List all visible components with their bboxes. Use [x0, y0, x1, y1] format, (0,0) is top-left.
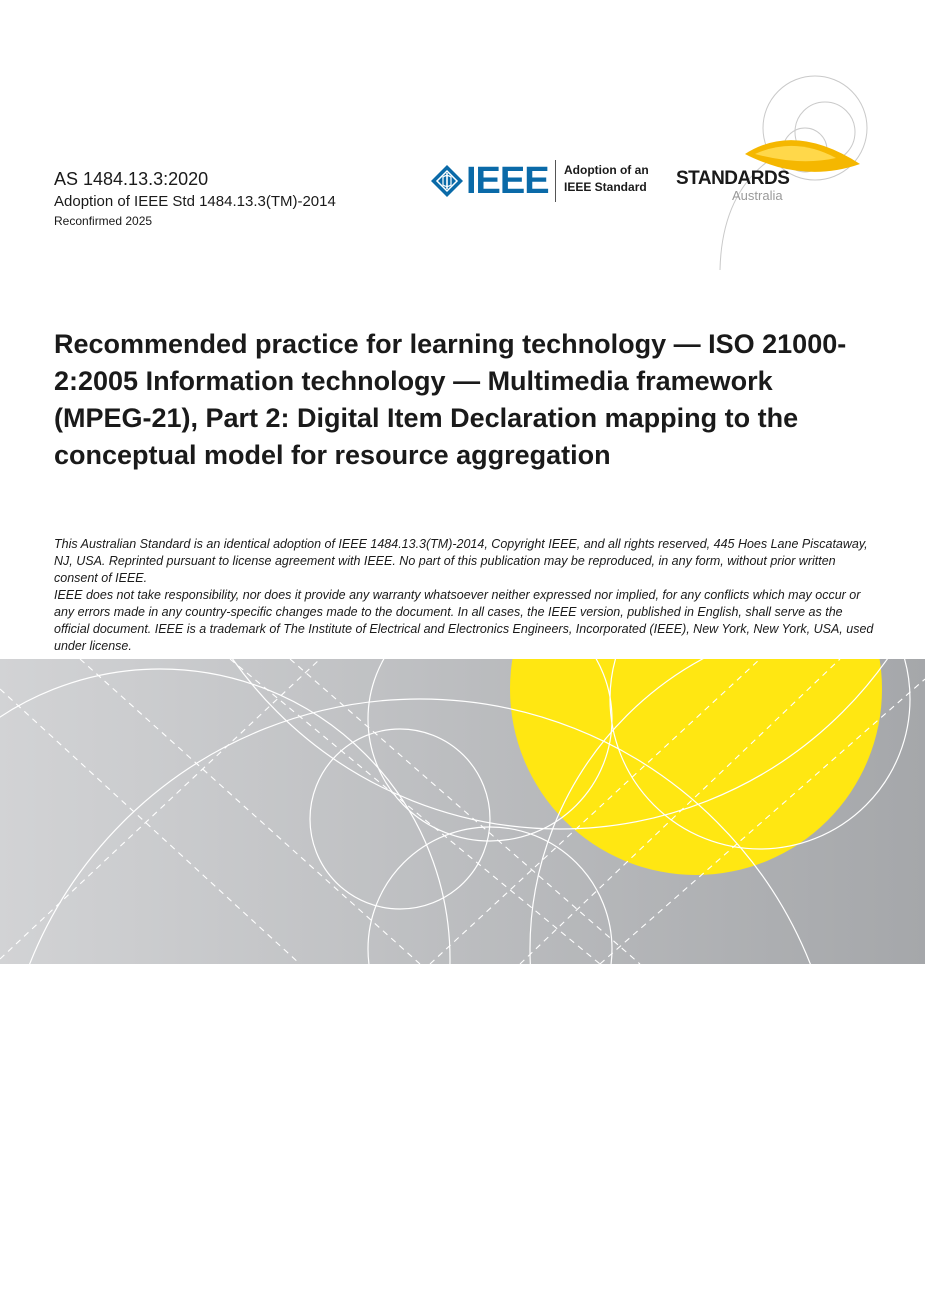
ieee-tagline-line1: Adoption of an: [564, 163, 649, 177]
ieee-logo-divider: [555, 160, 556, 202]
standard-number: AS 1484.13.3:2020: [54, 169, 209, 189]
document-title: Recommended practice for learning technology — ISO 21000-2:2005 Information technology — Multimedia framework (MPEG-21), Part 2: Digital Item Declaration mapping to the conceptual model for resource aggregation: [54, 329, 847, 470]
standard-identification: [54, 168, 336, 229]
disclaimer-paragraph-1: This Australian Standard is an identical adoption of IEEE 1484.13.3(TM)-2014, Copyright IEEE, and all rights reserved, 445 Hoes Lane Piscataway, NJ, USA. Reprinted pursuant to license agreement with IEEE. No part of this publication may be reproduced, in any form, without prior written consent of IEEE.: [54, 537, 868, 585]
ieee-tagline: [564, 162, 649, 196]
disclaimer-paragraph-2: IEEE does not take responsibility, nor does it provide any warranty whatsoever neither expressed nor implied, for any conflicts which may occur or any errors made in any country-specific changes made to the document. In all cases, the IEEE version, published in English, shall serve as the official document. IEEE is a trademark of The Institute of Electrical and Electronics Engineers, Incorporated (IEEE), New York, New York, USA, used under license.: [54, 588, 874, 653]
copyright-disclaimer: [54, 536, 874, 655]
decorative-banner: [0, 659, 925, 964]
reconfirmed-note: Reconfirmed 2025: [54, 214, 153, 228]
ieee-diamond-icon: [430, 164, 464, 198]
ieee-logo: [430, 158, 660, 204]
ieee-tagline-line2: IEEE Standard: [564, 180, 647, 194]
ieee-wordmark: IEEE: [466, 160, 549, 202]
sa-wordmark: STANDARDS: [676, 168, 790, 189]
sa-subtitle: Australia: [732, 188, 783, 203]
standards-australia-logo: [660, 70, 900, 280]
adoption-line: Adoption of IEEE Std 1484.13.3(TM)-2014: [54, 193, 336, 210]
